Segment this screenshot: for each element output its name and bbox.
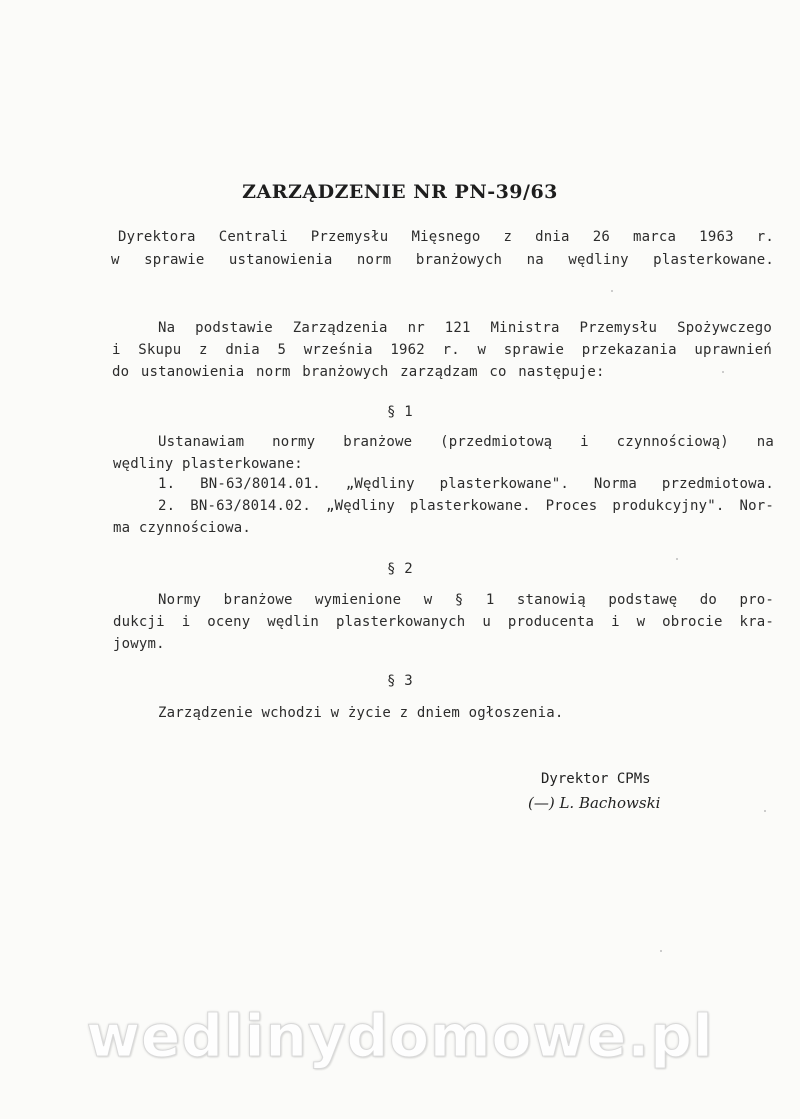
section-3-line-1: Zarządzenie wchodzi w życie z dniem ogłoszenia.	[158, 705, 564, 721]
section-1-item-2: 2. BN-63/8014.02. „Wędliny plasterkowane. Proces produkcyjny". Nor-	[158, 498, 774, 514]
preamble-line-2: i Skupu z dnia 5 września 1962 r. w sprawie przekazania uprawnień	[112, 342, 772, 358]
section-2-line-1: Normy branżowe wymienione w § 1 stanowią podstawę do pro-	[158, 592, 774, 608]
section-1-item-2-continuation: ma czynnościowa.	[113, 520, 252, 536]
watermark: wedlinydomowe.pl	[86, 1002, 714, 1070]
subtitle-line-1: Dyrektora Centrali Przemysłu Mięsnego z dnia 26 marca 1963 r.	[118, 229, 774, 245]
section-1-line-2: wędliny plasterkowane:	[113, 456, 303, 472]
section-1-line-1: Ustanawiam normy branżowe (przedmiotową i czynnościową) na	[158, 434, 774, 450]
section-1-mark: § 1	[387, 404, 413, 420]
signature-role: Dyrektor CPMs	[541, 771, 651, 787]
scan-speck	[660, 950, 662, 952]
scan-speck	[722, 371, 724, 373]
preamble-line-1: Na podstawie Zarządzenia nr 121 Ministra Przemysłu Spożywczego	[158, 320, 772, 336]
preamble-line-3: do ustanowienia norm branżowych zarządzam co następuje:	[112, 364, 605, 380]
scan-speck	[611, 290, 613, 292]
section-3-mark: § 3	[387, 673, 413, 689]
document-title: ZARZĄDZENIE NR PN-39/63	[242, 181, 558, 203]
section-2-mark: § 2	[387, 561, 413, 577]
scan-speck	[676, 558, 678, 560]
section-1-item-1: 1. BN-63/8014.01. „Wędliny plasterkowane". Norma przedmiotowa.	[158, 476, 774, 492]
section-2-line-3: jowym.	[113, 636, 165, 652]
subtitle-line-2: w sprawie ustanowienia norm branżowych na wędliny plasterkowane.	[111, 252, 774, 268]
signature-name: (—) L. Bachowski	[528, 794, 661, 812]
scan-speck	[764, 810, 766, 812]
section-2-line-2: dukcji i oceny wędlin plasterkowanych u producenta i w obrocie kra-	[113, 614, 774, 630]
